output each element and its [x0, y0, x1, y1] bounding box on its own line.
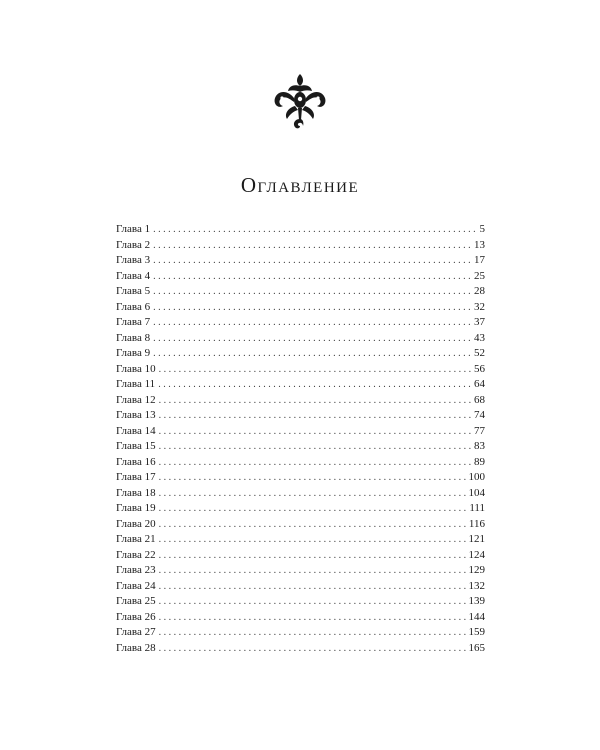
toc-dot-leader	[153, 284, 472, 300]
toc-entry[interactable]	[116, 517, 485, 533]
table-of-contents	[116, 222, 485, 656]
toc-page-number: 124	[468, 548, 485, 561]
toc-entry[interactable]	[116, 532, 485, 548]
toc-page-number: 100	[468, 471, 485, 483]
toc-dot-leader	[153, 269, 472, 285]
toc-dot-leader	[153, 300, 472, 316]
toc-page-number: 159	[468, 626, 485, 638]
toc-entry[interactable]	[116, 439, 485, 455]
toc-page-number: 28	[474, 285, 485, 297]
toc-dot-leader	[159, 625, 467, 641]
toc-dot-leader	[159, 439, 472, 455]
toc-chapter-label: Глава 1	[116, 223, 151, 235]
toc-page-number: 74	[474, 409, 485, 421]
toc-dot-leader	[153, 238, 472, 254]
toc-chapter-label: Глава 15	[116, 440, 156, 452]
toc-dot-leader	[159, 424, 472, 440]
toc-entry[interactable]	[116, 424, 485, 440]
toc-page-number: 5	[479, 223, 485, 235]
toc-chapter-label: Глава 26	[116, 610, 156, 623]
toc-dot-leader	[159, 455, 472, 471]
toc-entry[interactable]	[116, 641, 485, 657]
toc-entry[interactable]	[116, 362, 485, 378]
toc-chapter-label: Глава 18	[116, 486, 156, 499]
toc-page-number: 132	[468, 579, 485, 592]
toc-page-number: 111	[469, 502, 485, 514]
toc-chapter-label: Глава 7	[116, 316, 151, 328]
toc-page-number: 89	[474, 455, 485, 468]
toc-dot-leader	[153, 315, 472, 331]
toc-dot-leader	[159, 517, 467, 533]
toc-chapter-label: Глава 28	[116, 641, 156, 654]
toc-entry[interactable]	[116, 238, 485, 254]
toc-chapter-label: Глава 14	[116, 424, 156, 437]
toc-chapter-label: Глава 9	[116, 347, 151, 359]
toc-dot-leader	[159, 641, 467, 657]
toc-page-number: 165	[468, 641, 485, 654]
toc-page-number: 121	[468, 533, 485, 545]
toc-chapter-label: Глава 11	[116, 378, 156, 390]
toc-page-number: 139	[468, 595, 485, 607]
toc-page-number: 129	[468, 564, 485, 576]
toc-page-number: 56	[474, 362, 485, 375]
toc-page-number: 52	[474, 347, 485, 359]
toc-entry[interactable]	[116, 393, 485, 409]
toc-entry[interactable]	[116, 625, 485, 641]
toc-chapter-label: Глава 20	[116, 517, 156, 530]
toc-chapter-label: Глава 16	[116, 455, 156, 468]
toc-entry[interactable]	[116, 284, 485, 300]
toc-dot-leader	[159, 594, 467, 610]
toc-dot-leader	[153, 331, 472, 347]
toc-dot-leader	[159, 393, 472, 409]
toc-entry[interactable]	[116, 579, 485, 595]
toc-dot-leader	[159, 579, 467, 595]
toc-page-number: 144	[468, 610, 485, 623]
floral-ornament-icon	[270, 72, 330, 132]
toc-page-number: 17	[474, 254, 485, 266]
toc-chapter-label: Глава 17	[116, 471, 156, 483]
toc-entry[interactable]	[116, 346, 485, 362]
toc-chapter-label: Глава 19	[116, 502, 156, 514]
toc-chapter-label: Глава 4	[116, 269, 151, 282]
toc-chapter-label: Глава 3	[116, 254, 151, 266]
toc-dot-leader	[159, 548, 467, 564]
toc-dot-leader	[158, 377, 472, 393]
toc-entry[interactable]	[116, 486, 485, 502]
toc-entry[interactable]	[116, 408, 485, 424]
toc-page-number: 37	[474, 316, 485, 328]
toc-entry[interactable]	[116, 300, 485, 316]
toc-chapter-label: Глава 12	[116, 393, 156, 406]
toc-entry[interactable]	[116, 548, 485, 564]
toc-dot-leader	[159, 501, 468, 517]
toc-entry[interactable]	[116, 563, 485, 579]
toc-chapter-label: Глава 25	[116, 595, 156, 607]
toc-entry[interactable]	[116, 315, 485, 331]
toc-entry[interactable]	[116, 222, 485, 238]
toc-chapter-label: Глава 21	[116, 533, 156, 545]
toc-entry[interactable]	[116, 377, 485, 393]
toc-dot-leader	[159, 532, 467, 548]
toc-page-number: 77	[474, 424, 485, 437]
toc-dot-leader	[159, 362, 472, 378]
toc-dot-leader	[159, 563, 467, 579]
toc-page-number: 43	[474, 331, 485, 344]
toc-entry[interactable]	[116, 253, 485, 269]
toc-entry[interactable]	[116, 610, 485, 626]
toc-chapter-label: Глава 5	[116, 285, 151, 297]
toc-page-number: 32	[474, 300, 485, 313]
toc-page-number: 25	[474, 269, 485, 282]
toc-dot-leader	[153, 253, 472, 269]
toc-chapter-label: Глава 13	[116, 409, 156, 421]
toc-chapter-label: Глава 27	[116, 626, 156, 638]
toc-dot-leader	[159, 470, 467, 486]
toc-chapter-label: Глава 6	[116, 300, 151, 313]
page-title: Оглавление	[240, 173, 360, 197]
toc-dot-leader	[159, 610, 467, 626]
toc-page-number: 104	[468, 486, 485, 499]
toc-chapter-label: Глава 22	[116, 548, 156, 561]
toc-dot-leader	[153, 346, 472, 362]
toc-page-number: 64	[474, 378, 485, 390]
toc-page-number: 83	[474, 440, 485, 452]
toc-dot-leader	[159, 408, 472, 424]
toc-page-number: 13	[474, 238, 485, 251]
toc-page-number: 68	[474, 393, 485, 406]
toc-entry[interactable]	[116, 331, 485, 347]
toc-entry[interactable]	[116, 470, 485, 486]
toc-entry[interactable]	[116, 269, 485, 285]
toc-dot-leader	[159, 486, 467, 502]
toc-chapter-label: Глава 10	[116, 362, 156, 375]
toc-chapter-label: Глава 2	[116, 238, 151, 251]
toc-chapter-label: Глава 8	[116, 331, 151, 344]
toc-page-number: 116	[468, 517, 485, 530]
toc-entry[interactable]	[116, 594, 485, 610]
toc-dot-leader	[153, 222, 477, 238]
toc-chapter-label: Глава 24	[116, 579, 156, 592]
toc-chapter-label: Глава 23	[116, 564, 156, 576]
toc-entry[interactable]	[116, 455, 485, 471]
toc-entry[interactable]	[116, 501, 485, 517]
